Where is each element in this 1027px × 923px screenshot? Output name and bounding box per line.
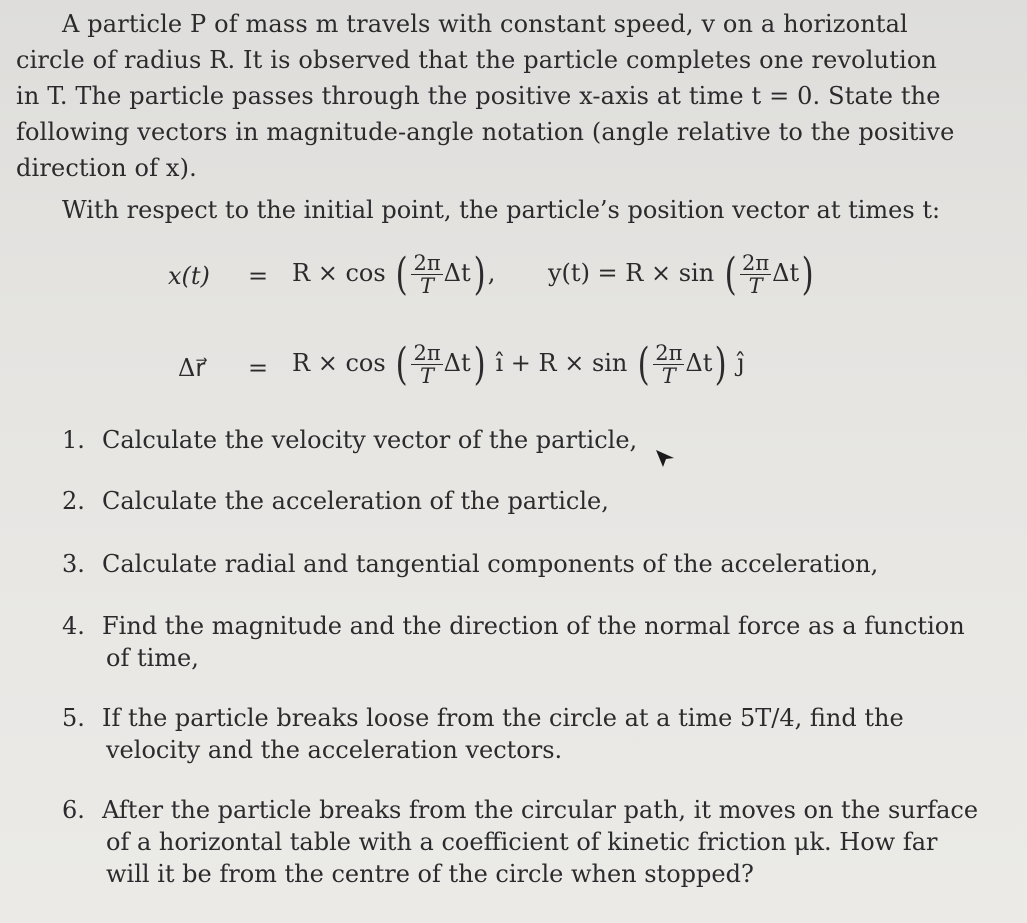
fraction — [740, 252, 771, 297]
intro-line: circle of radius R. It is observed that the particle completes one revolution — [16, 46, 938, 74]
right-paren: ) — [473, 338, 486, 390]
question-number: 3. — [62, 550, 85, 578]
right-paren: ) — [714, 338, 727, 390]
y-equation — [548, 248, 816, 300]
fraction-numerator: 2π — [413, 341, 441, 365]
question-text: If the particle breaks loose from the circle at a time 5T/4, find the — [102, 704, 904, 732]
equation-x — [168, 262, 210, 290]
question-number: 1. — [62, 426, 85, 454]
equals-sign: = — [248, 262, 269, 290]
fraction-denominator: T — [420, 274, 435, 298]
question-item — [62, 702, 992, 766]
delta-t: Δt — [685, 349, 713, 377]
question-number: 2. — [62, 487, 85, 515]
fraction-denominator: T — [748, 274, 763, 298]
question-text: Calculate the acceleration of the particle, — [102, 487, 609, 515]
question-text: After the particle breaks from the circular path, it moves on the surface — [102, 796, 979, 824]
x-lhs: x(t) — [168, 262, 210, 290]
question-text: Find the magnitude and the direction of the normal force as a function — [102, 612, 965, 640]
plus-sin: + R × sin — [510, 349, 628, 377]
lead-sentence: With respect to the initial point, the particle’s position vector at times t: — [62, 196, 941, 224]
fraction — [411, 342, 442, 387]
intro-line: direction of x). — [16, 154, 197, 182]
fraction-numerator: 2π — [413, 251, 441, 275]
question-number: 4. — [62, 612, 85, 640]
intro-paragraph — [16, 6, 1016, 186]
question-text: of time, — [106, 644, 199, 672]
delta-t: Δt — [772, 259, 800, 287]
y-expr: y(t) = R × sin — [548, 259, 715, 287]
fraction-denominator: T — [661, 364, 676, 388]
question-item — [62, 794, 992, 890]
right-paren: ) — [473, 248, 486, 300]
question-item — [62, 610, 992, 674]
question-text: Calculate the velocity vector of the particle, — [102, 426, 638, 454]
fraction-numerator: 2π — [742, 251, 770, 275]
x-rhs: R × cos ( $\frac{2\pi}{T}$ Δt) , — [292, 248, 496, 300]
equals-sign: = — [248, 354, 269, 382]
question-text: Calculate radial and tangential components of the acceleration, — [102, 550, 879, 578]
i-hat: î — [495, 349, 504, 377]
left-paren: ( — [395, 248, 408, 300]
question-text: velocity and the acceleration vectors. — [106, 736, 563, 764]
r-rhs — [292, 338, 745, 390]
question-item — [62, 424, 992, 456]
intro-line: following vectors in magnitude-angle notation (angle relative to the positive — [16, 118, 955, 146]
j-hat: ĵ — [737, 349, 745, 377]
question-number: 6. — [62, 796, 85, 824]
left-paren: ( — [724, 248, 737, 300]
question-text: of a horizontal table with a coefficient of kinetic friction μk. How far — [106, 828, 938, 856]
fraction-denominator: T — [420, 364, 435, 388]
question-number: 5. — [62, 704, 85, 732]
intro-line: A particle P of mass m travels with constant speed, v on a horizontal — [62, 10, 908, 38]
r-lhs: Δr⃗ — [178, 354, 206, 382]
left-paren: ( — [637, 338, 650, 390]
fraction-numerator: 2π — [655, 341, 683, 365]
delta-t: Δt — [443, 349, 471, 377]
question-item — [62, 485, 992, 517]
question-item — [62, 548, 992, 580]
x-rhs-prefix: R × cos — [292, 259, 386, 287]
left-paren: ( — [395, 338, 408, 390]
question-text: will it be from the centre of the circle when stopped? — [106, 860, 754, 888]
intro-line: in T. The particle passes through the positive x-axis at time t = 0. State the — [16, 82, 941, 110]
mouse-cursor-icon — [652, 446, 678, 470]
right-paren: ) — [801, 248, 814, 300]
fraction — [653, 342, 684, 387]
delta-t: Δt — [443, 259, 471, 287]
r-rhs-prefix: R × cos — [292, 349, 386, 377]
fraction — [411, 252, 442, 297]
